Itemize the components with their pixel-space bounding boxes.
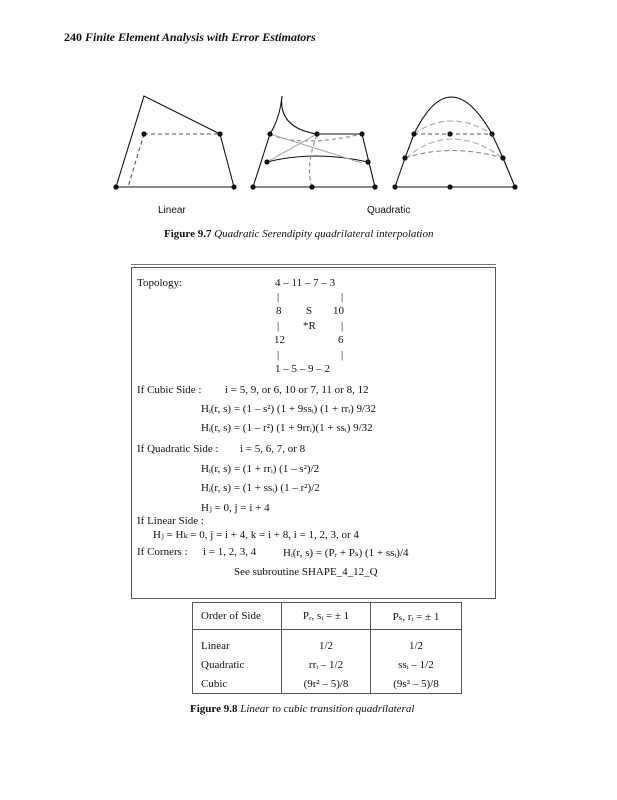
cubic-equation-1: Hᵢ(r, s) = (1 – s²) (1 + 9ssᵢ) (1 + rrᵢ) 9/32 [201,403,377,415]
quadratic-side-condition: i = 5, 6, 7, or 8 [240,443,306,455]
table-cell: (9s² – 5)/8 [393,677,439,690]
figure-9-7-diagram [100,88,530,198]
topo-node-10: 10 [333,305,344,317]
table-header-cell: Pᵣ, sᵢ = ± 1 [282,603,371,630]
table-cell: Linear [193,636,282,655]
book-title: Finite Element Analysis with Error Estimators [85,30,316,44]
subroutine-reference: See subroutine SHAPE_4_12_Q [234,566,378,578]
topo-bar: | [341,320,344,332]
table-header-cell: Order of Side [193,603,282,630]
topo-bar: | [341,349,344,361]
running-header [64,30,316,45]
table-cell: 1/2 [282,636,371,655]
quadratic-element-parabolic [392,97,517,190]
table-header-row [193,603,462,630]
topology-label: Topology: [137,277,183,289]
label-quadratic: Quadratic [367,205,411,216]
quadratic-equation-1: Hᵢ(r, s) = (1 + rrᵢ) (1 – s²)/2 [201,463,320,475]
table-row [193,636,462,655]
topo-node-12: 12 [274,334,285,346]
topo-axis-s: S [306,305,313,317]
box-top-rule [131,264,496,265]
table-cell: Quadratic [193,655,282,674]
cubic-side-condition: i = 5, 9, or 6, 10 or 7, 11 or 8, 12 [225,384,369,396]
figure-9-7-caption: Figure 9.7 Quadratic Serendipity quadrilateral interpolation [164,228,434,240]
topo-axis-r: *R [303,320,316,332]
topo-row-top: 4 – 11 – 7 – 3 [275,277,336,289]
corners-label: If Corners : [137,546,188,558]
cubic-equation-2: Hᵢ(r, s) = (1 – r²) (1 + 9rrᵢ)(1 + ssᵢ) 9/32 [201,422,373,434]
topo-node-8: 8 [276,305,282,317]
linear-side-equation: Hⱼ = Hₖ = 0, j = i + 4, k = i + 8, i = 1, 2, 3, or 4 [153,529,359,541]
topo-bar: | [277,291,280,303]
quadratic-equation-3: Hⱼ = 0, j = i + 4 [201,502,270,514]
page-number: 240 [64,30,82,44]
table-cell: 1/2 [408,639,424,652]
table-row [193,655,462,674]
table-cell: rrᵢ – 1/2 [282,655,371,674]
table-header-cell: Pₛ, rᵢ = ± 1 [371,603,462,630]
label-linear: Linear [158,205,186,216]
table-cell: Cubic [193,674,282,694]
transition-table [192,602,462,694]
corners-condition: i = 1, 2, 3, 4 [203,546,257,558]
cubic-side-label: If Cubic Side : [137,384,202,396]
topo-bar: | [277,320,280,332]
table-row [193,674,462,694]
topo-node-6: 6 [338,334,344,346]
topo-row-bottom: 1 – 5 – 9 – 2 [275,363,330,375]
quadratic-equation-2: Hᵢ(r, s) = (1 + ssᵢ) (1 – r²)/2 [201,482,320,494]
topo-bar: | [277,349,280,361]
linear-element [113,96,236,190]
linear-side-label: If Linear Side : [137,515,204,527]
table-cell: ssᵢ – 1/2 [398,658,434,671]
figure-9-8-caption: Figure 9.8 Linear to cubic transition quadrilateral [190,703,415,715]
topo-bar: | [341,291,344,303]
table-cell: (9r² – 5)/8 [282,674,371,694]
corners-equation: Hᵢ(r, s) = (Pᵣ + Pₛ) (1 + ssᵢ)/4 [283,547,409,559]
quadratic-side-label: If Quadratic Side : [137,443,219,455]
quadratic-element-curved [250,96,377,190]
